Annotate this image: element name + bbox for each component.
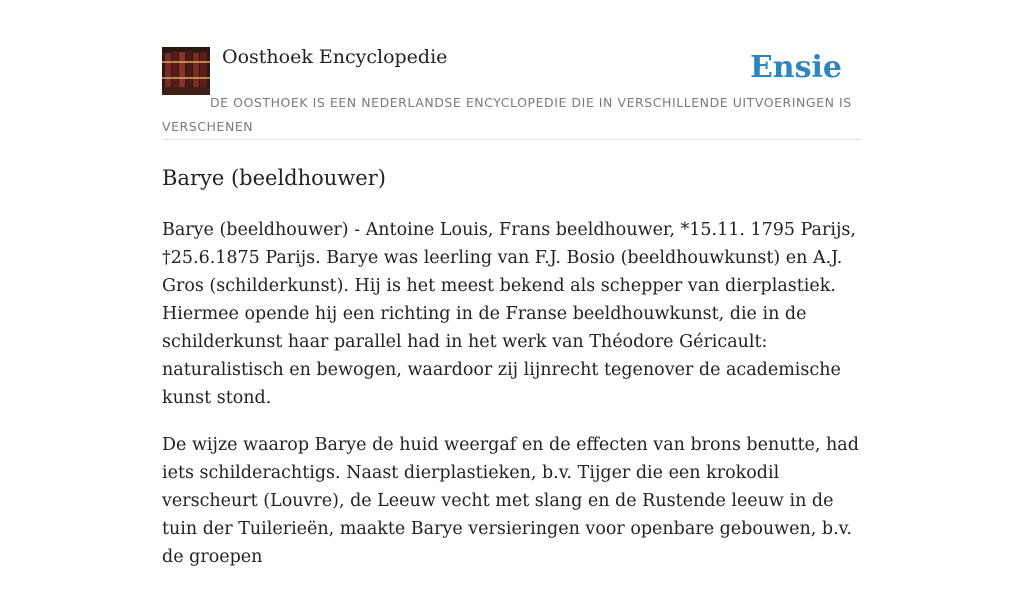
ensie-logo[interactable]: Ensie xyxy=(749,50,842,85)
article-title: Barye (beeldhouwer) xyxy=(162,166,386,190)
site-name[interactable]: Oosthoek Encyclopedie xyxy=(222,46,448,68)
encyclopedia-books-icon[interactable] xyxy=(162,47,210,95)
page xyxy=(162,0,862,567)
site-header xyxy=(162,0,862,140)
article-paragraph: De wijze waarop Barye de huid weergaf en de effecten van brons benutte, had iets schilderachtigs. Naast dierplastieken, b.v. Tijger die een krokodil verscheurt (Louvre), de Leeuw vecht met slang en de Rustende leeuw in de tuin der Tuilerieën, maakte Barye versieringen voor openbare gebouwen, b.v. de groepen xyxy=(162,435,859,567)
site-tagline: DE OOSTHOEK IS EEN NEDERLANDSE ENCYCLOPEDIE DIE IN VERSCHILLENDE UITVOERINGEN IS VERSCHENEN xyxy=(162,95,852,134)
article-body xyxy=(162,216,862,590)
article-paragraph: Barye (beeldhouwer) - Antoine Louis, Frans beeldhouwer, *15.11. 1795 Parijs, †25.6.1875 Parijs. Barye was leerling van F.J. Bosio (beeldhouwkunst) en A.J. Gros (schilderkunst). Hij is het meest bekend als schepper van dierplastiek. Hiermee opende hij een richting in de Franse beeldhouwkunst, die in de schilderkunst haar parallel had in het werk van Théodore Géricault: naturalistisch en bewogen, waardoor zij lijnrecht tegenover de academische kunst stond. xyxy=(162,220,856,408)
